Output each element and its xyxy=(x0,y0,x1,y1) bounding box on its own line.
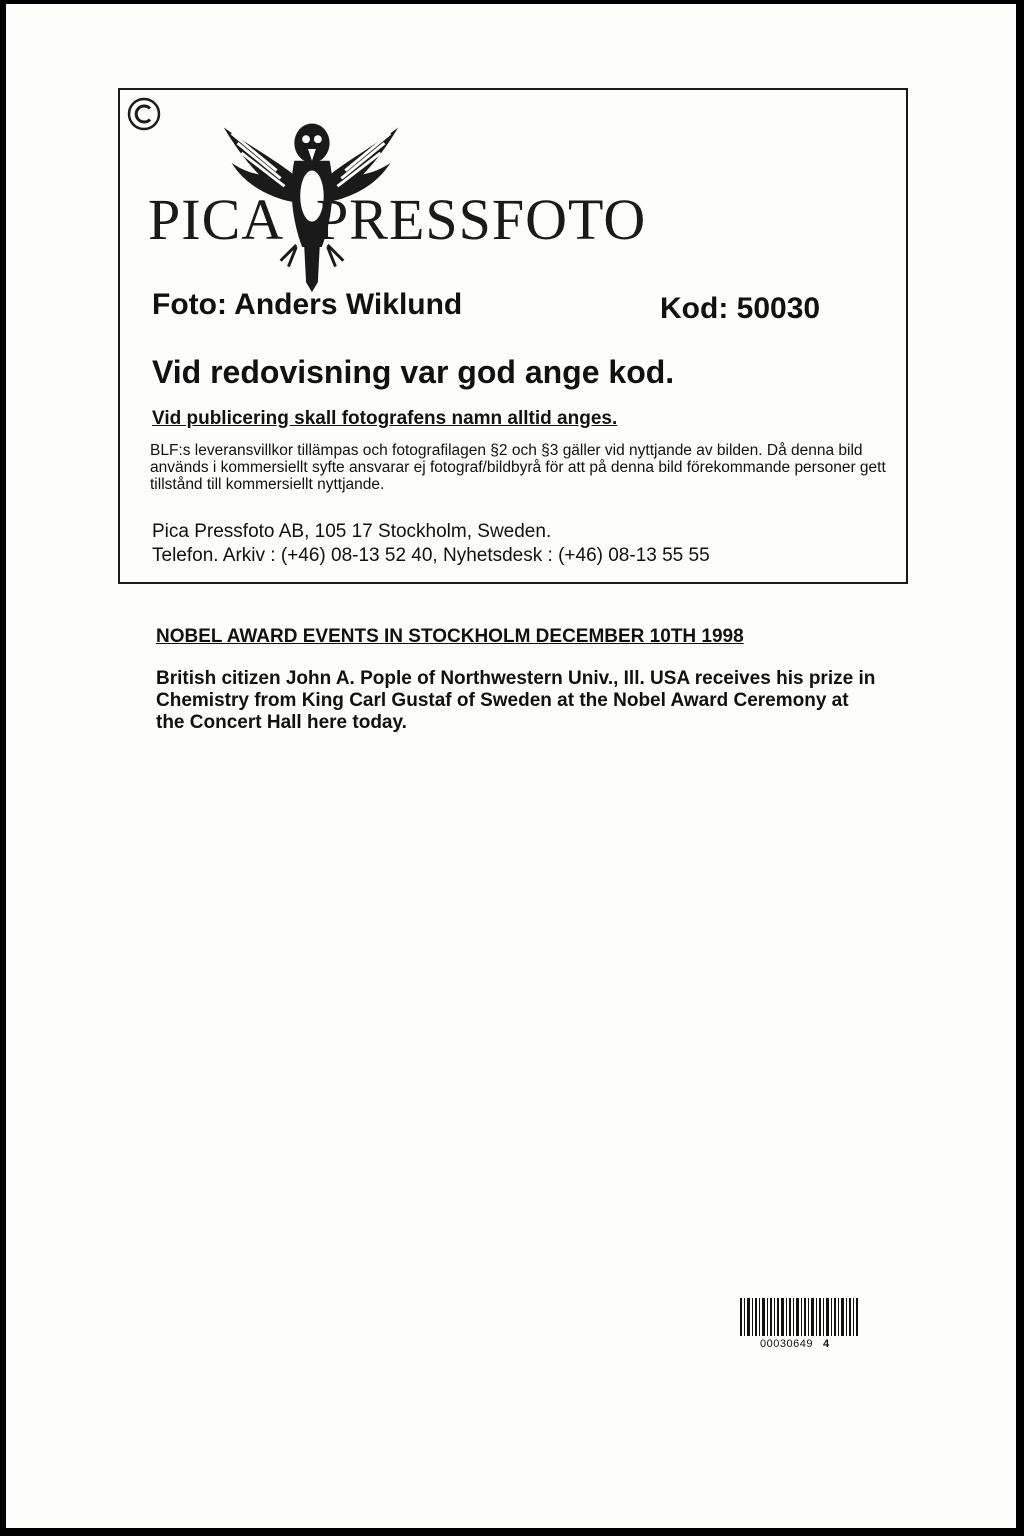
photographer-credit: Foto: Anders Wiklund xyxy=(152,288,463,321)
photo-caption: British citizen John A. Pople of Northwestern Univ., Ill. USA receives his prize in Chemistry from King Carl Gustaf of Sweden at the Nobel Award Ceremony at the Concert Hall here today. xyxy=(156,668,876,733)
agency-contact xyxy=(152,520,710,568)
barcode-digits: 00030649 xyxy=(760,1338,813,1350)
logo-word-pica: PICA xyxy=(148,187,285,252)
barcode-icon xyxy=(740,1298,858,1336)
license-terms: BLF:s leveransvillkor tillämpas och fotografilagen §2 och §3 gäller vid nyttjande av bilden. Då denna bild används i kommersiellt syfte ansvarar ej fotograf/bildbyrå för att på denna bild förekommande personer gett tillstånd till kommersiellt nyttjande. xyxy=(150,442,886,493)
logo-word-pressfoto: PRESSFOTO xyxy=(316,187,647,252)
publication-note: Vid publicering skall fotografens namn alltid anges. xyxy=(152,408,618,429)
agency-address: Pica Pressfoto AB, 105 17 Stockholm, Sweden. xyxy=(152,521,552,542)
agency-stamp xyxy=(118,88,908,584)
barcode-number xyxy=(760,1338,830,1350)
photo-back-sheet xyxy=(6,4,1016,1528)
copyright-icon xyxy=(126,96,162,132)
event-headline: NOBEL AWARD EVENTS IN STOCKHOLM DECEMBER 10TH 1998 xyxy=(156,626,744,647)
barcode-check-digit: 4 xyxy=(822,1338,830,1350)
agency-phone: Telefon. Arkiv : (+46) 08-13 52 40, Nyhetsdesk : (+46) 08-13 55 55 xyxy=(152,545,710,566)
photo-code: Kod: 50030 xyxy=(660,292,821,325)
reporting-instruction: Vid redovisning var god ange kod. xyxy=(152,354,675,390)
